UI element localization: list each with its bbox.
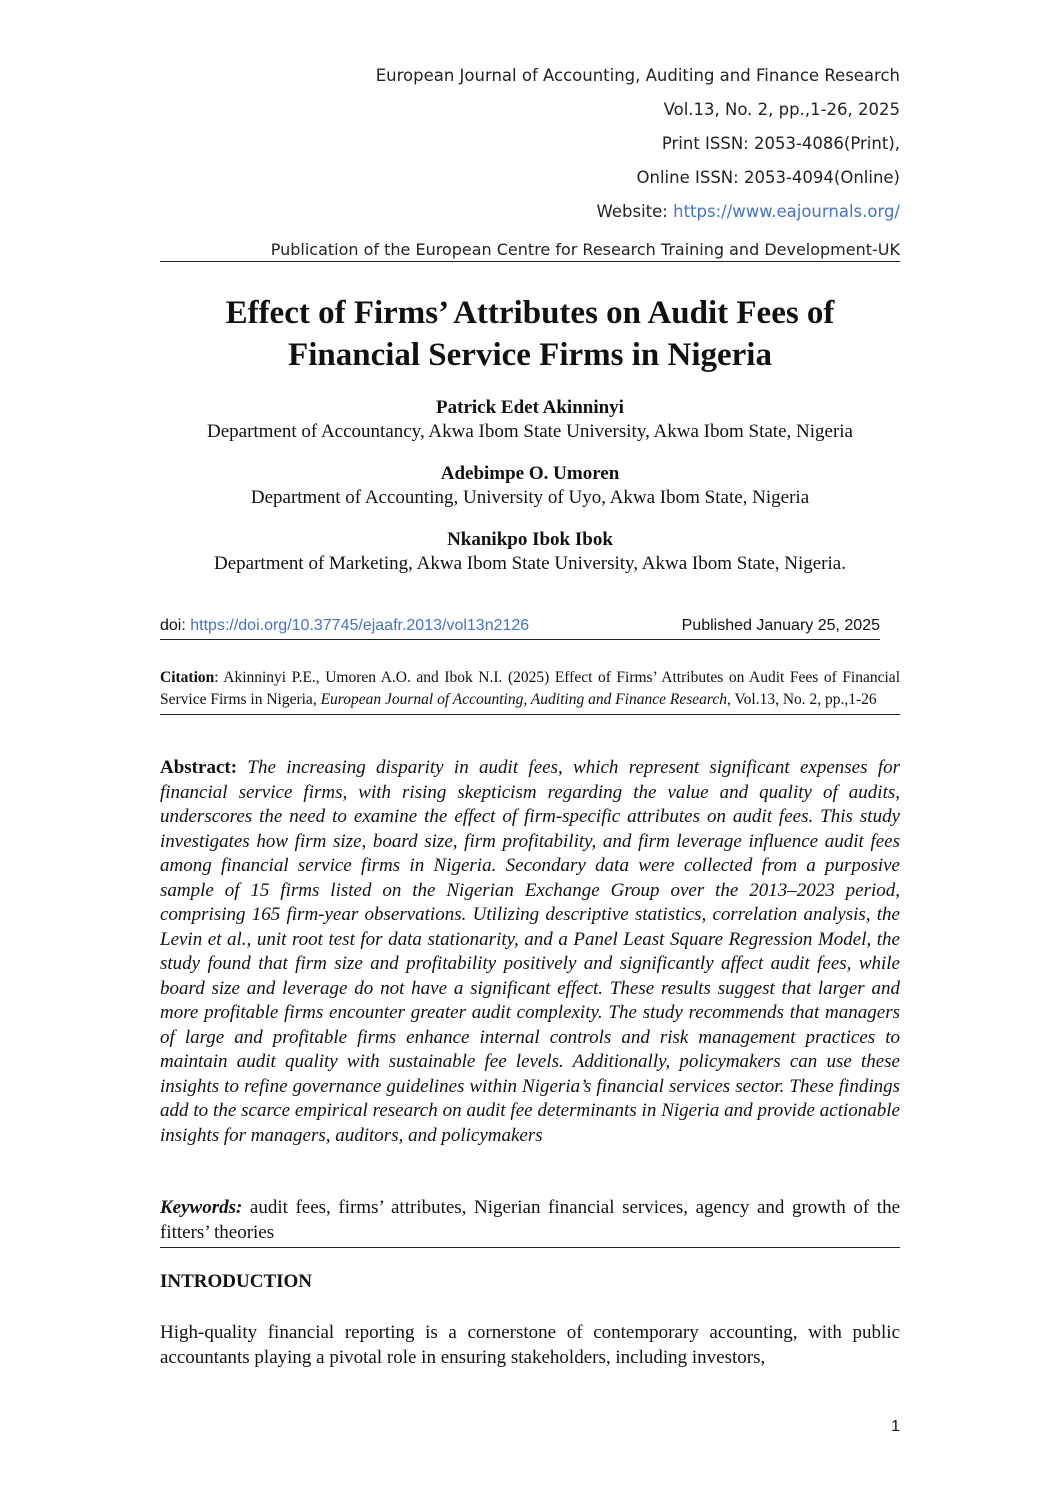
publisher-line: Publication of the European Centre for Research Training and Development-UK — [160, 240, 900, 262]
keywords — [160, 1196, 900, 1248]
doi-link[interactable]: https://doi.org/10.37745/ejaafr.2013/vol13n2126 — [190, 617, 530, 634]
author-affiliation: Department of Accounting, University of Uyo, Akwa Ibom State, Nigeria — [250, 487, 810, 508]
online-issn: Online ISSN: 2053-4094(Online) — [636, 168, 900, 187]
paper-title — [100, 292, 960, 376]
abstract — [160, 756, 900, 1148]
author-name: Adebimpe O. Umoren — [440, 463, 620, 484]
keywords-text: audit fees, firms’ attributes, Nigerian financial services, agency and growth of the fitters’ theories — [160, 1197, 900, 1243]
author-block — [100, 396, 960, 444]
author-name: Nkanikpo Ibok Ibok — [447, 529, 613, 550]
citation-label: Citation — [160, 669, 215, 686]
author-name: Patrick Edet Akinninyi — [436, 397, 624, 418]
title-line-2: Financial Service Firms in Nigeria — [288, 337, 772, 373]
citation-text: : Akinninyi P.E., Umoren A.O. and Ibok N.I. (2025) Effect of Firms’ Attributes on Audit Fees of Financial Service Firms in Nigeria, — [160, 669, 900, 708]
title-line-1: Effect of Firms’ Attributes on Audit Fees of — [225, 295, 835, 331]
published-date: Published January 25, 2025 — [681, 617, 880, 634]
citation-journal: European Journal of Accounting, Auditing and Finance Research — [320, 691, 727, 708]
author-block — [100, 528, 960, 576]
author-list — [100, 396, 960, 594]
doi-label: doi: — [160, 617, 186, 634]
abstract-text: The increasing disparity in audit fees, which represent significant expenses for financial service firms, with rising skepticism regarding the value and quality of audits, underscores the need to examine the effect of firm-specific attributes on audit fees. This study investigates how firm size, board size, firm profitability, and firm leverage influence audit fees among financial service firms in Nigeria. Secondary data were collected from a purposive sample of 15 firms listed on the Nigerian Exchange Group over the 2013–2023 period, comprising 165 firm-year observations. Utilizing descriptive statistics, correlation analysis, the Levin et al., unit root test for data stationarity, and a Panel Least Square Regression Model, the study found that firm size and profitability positively and significantly affect audit fees, while board size and leverage do not have a significant effect. These results suggest that larger and more profitable firms encounter greater audit complexity. The study recommends that managers of large and profitable firms enhance internal controls and risk management practices to maintain audit quality with sustainable fee levels. Additionally, policymakers can use these insights to refine governance guidelines within Nigeria’s financial services sector. These findings add to the scarce empirical research on audit fee determinants in Nigeria and provide actionable insights for managers, auditors, and policymakers — [160, 757, 901, 1146]
author-block — [100, 462, 960, 510]
author-affiliation: Department of Marketing, Akwa Ibom State University, Akwa Ibom State, Nigeria. — [214, 553, 846, 574]
abstract-label: Abstract: — [160, 757, 238, 778]
citation — [160, 667, 900, 715]
doi-row — [160, 617, 880, 640]
citation-pages: , Vol.13, No. 2, pp.,1-26 — [726, 691, 877, 708]
introduction-text: High-quality financial reporting is a cornerstone of contemporary accounting, with public accountants playing a pivotal role in ensuring stakeholders, including investors, — [160, 1322, 900, 1368]
journal-header — [140, 62, 900, 232]
website-line — [140, 198, 900, 232]
keywords-label: Keywords: — [160, 1197, 243, 1218]
website-link[interactable]: https://www.eajournals.org/ — [673, 202, 900, 221]
introduction-heading: INTRODUCTION — [160, 1271, 313, 1292]
website-label: Website: — [596, 202, 668, 221]
volume-info: Vol.13, No. 2, pp.,1-26, 2025 — [663, 100, 900, 119]
print-issn: Print ISSN: 2053-4086(Print), — [661, 134, 900, 153]
author-affiliation: Department of Accountancy, Akwa Ibom State University, Akwa Ibom State, Nigeria — [206, 421, 853, 442]
journal-name: European Journal of Accounting, Auditing and Finance Research — [375, 66, 900, 85]
page-number: 1 — [891, 1418, 900, 1435]
